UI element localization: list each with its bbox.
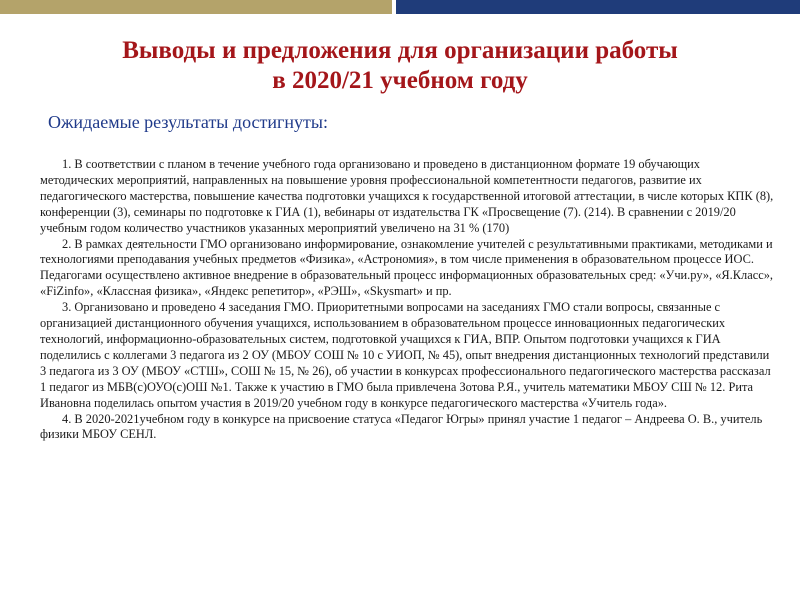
slide-subtitle: Ожидаемые результаты достигнуты: (48, 112, 328, 132)
slide-title-line-2: в 2020/21 учебном году (272, 67, 528, 94)
top-bar-gold-segment (0, 0, 392, 14)
top-decorative-bar (0, 0, 800, 14)
paragraph-2: 2. В рамках деятельности ГМО организовано информирование, ознакомление учителей с результативными практиками, методиками и технологиями преподавания учебных предметов «Физика», «Астрономия», в том числе применения в образовательном процессе ИОС. Педагогами осуществлено активное внедрение в образовательный процесс информационных образовательных сред: «Учи.ру», «Я.Класс», «FiZinfo», «Классная физика», «Яндекс репетитор», «РЭШ», «Skysmart» и пр. (40, 236, 774, 299)
slide-title (0, 36, 800, 96)
paragraph-3: 3. Организовано и проведено 4 заседания ГМО. Приоритетными вопросами на заседаниях ГМО стали вопросы, связанные с организацией дистанционного обучения учащихся, использованием в образовательном процессе инновационных педагогических технологий, информационно-образовательных систем, подготовкой учащихся к ГИА, ВПР. Опытом подготовки учащихся к ГИА поделились с коллегами 3 педагога из 2 ОУ (МБОУ СОШ № 10 с УИОП, № 45), опыт внедрения дистанционных технологий представили 3 педагога из 3 ОУ (МБОУ «СТШ», СОШ № 15, № 26), об участии в конкурсах профессионального педагогического мастерства рассказал 1 педагог из МБВ(с)ОУО(с)ОШ №1. Также к участию в ГМО была привлечена Зотова Р.Я., учитель математики МБОУ СШ № 12. Рита Ивановна поделилась опытом участия в 2019/20 учебном году в конкурсе педагогического мастерства «Учитель года». (40, 300, 771, 410)
body-text (40, 157, 775, 443)
paragraph-1: 1. В соответствии с планом в течение учебного года организовано и проведено в дистанционном формате 19 обучающих методических мероприятий, направленных на повышение уровня профессиональной компетентности педагогов, развитие их педагогического мастерства, повышение качества подготовки учащихся к государственной итоговой аттестации, в числе которых КПК (8), конференции (3), семинары по подготовке к ГИА (1), вебинары от издательства ГК «Просвещение (7). (214). В сравнении с 2019/20 учебным годом количество участников указанных мероприятий увеличено на 31 % (170) (40, 157, 774, 235)
slide-title-line-1: Выводы и предложения для организации работы (122, 37, 678, 64)
paragraph-4: 4. В 2020-2021учебном году в конкурсе на присвоение статуса «Педагог Югры» принял участие 1 педагог – Андреева О. В., учитель физики МБОУ СЕНЛ. (40, 411, 763, 442)
top-bar-blue-segment (396, 0, 800, 14)
